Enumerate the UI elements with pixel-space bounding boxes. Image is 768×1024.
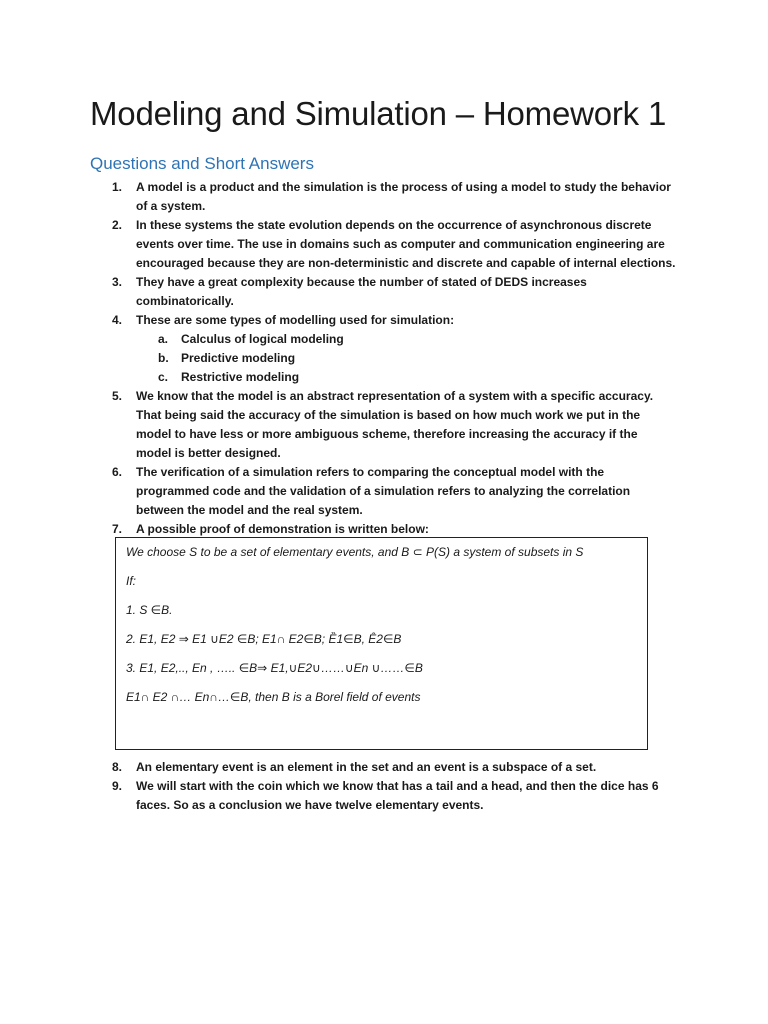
answer-text-emphasis: twelve elementary events (335, 798, 481, 812)
sub-item-text: Calculus of logical modeling (181, 332, 344, 346)
answer-text: They have a great complexity because the number of stated of DEDS increases combinatorically. (136, 275, 587, 308)
answer-number: 6. (112, 465, 123, 479)
answer-number: 8. (112, 760, 123, 774)
answer-item-5 (0, 387, 676, 463)
answer-number: 3. (112, 275, 123, 289)
modeling-type-item (136, 368, 676, 387)
sub-item-letter: c. (158, 370, 169, 384)
modeling-type-item (136, 349, 676, 368)
answer-number: 9. (112, 779, 123, 793)
proof-line: We choose S to be a set of elementary events, and B ⊂ P(S) a system of subsets in S (126, 545, 584, 559)
answer-text: A model is a product and the simulation is the process of using a model to study the behavior of a system. (136, 180, 671, 213)
answer-item-8 (0, 758, 676, 777)
answer-number: 5. (112, 389, 123, 403)
answer-text-part: . (480, 798, 484, 812)
proof-line: If: (126, 574, 137, 588)
modeling-types-list (136, 330, 676, 387)
proof-line: 2. E1, E2 ⇒ E1 ∪E2 ∈B; E1∩ E2∈B; Ȅ1∈B, Ȇ2∈B (126, 632, 402, 646)
proof-line: 3. E1, E2,.., En , ….. ∈B⇒ E1,∪E2∪……∪En ∪……∈B (126, 661, 423, 675)
sub-item-letter: a. (158, 332, 169, 346)
answer-item-2 (0, 216, 676, 273)
answer-item-9 (0, 777, 676, 815)
sub-item-text: Restrictive modeling (181, 370, 300, 384)
answer-item-3 (0, 273, 676, 311)
answer-text: These are some types of modelling used for simulation: (136, 313, 455, 327)
answer-text-part: We will start with the coin which we know that has a tail and a head, and then the dice has 6 faces. So as a conclusion we have (136, 779, 659, 812)
proof-line: 1. S ∈B. (126, 603, 173, 617)
proof-box (115, 537, 648, 750)
answer-text: We know that the model is an abstract representation of a system with a specific accuracy. That being said the accuracy of the simulation is based on how much work we put in the model to have less or more ambiguous scheme, therefore increasing the accuracy if the model is better designed. (136, 389, 654, 460)
answer-text: A possible proof of demonstration is written below: (136, 522, 429, 536)
document-title: Modeling and Simulation – Homework 1 (90, 95, 667, 132)
answer-number: 2. (112, 218, 123, 232)
answer-text: The verification of a simulation refers to comparing the conceptual model with the programmed code and the validation of a simulation refers to analyzing the correlation between the model and the real system. (136, 465, 631, 517)
sub-item-letter: b. (158, 351, 169, 365)
proof-line: E1∩ E2 ∩… En∩…∈B, then B is a Borel field of events (126, 690, 421, 704)
answer-text: An elementary event is an element in the set and an event is a subspace of a set. (136, 760, 597, 774)
section-heading: Questions and Short Answers (90, 154, 314, 173)
answer-number: 7. (112, 522, 123, 536)
answer-number: 1. (112, 180, 123, 194)
answer-text (136, 777, 676, 815)
answers-list-continued (0, 758, 676, 815)
modeling-type-item (136, 330, 676, 349)
sub-item-text: Predictive modeling (181, 351, 296, 365)
answers-list (0, 178, 676, 539)
answer-text: In these systems the state evolution depends on the occurrence of asynchronous discrete events over time. The use in domains such as computer and communication engineering are encouraged because they are non-deterministic and discrete and capable of internal elections. (136, 218, 676, 270)
answer-item-1 (0, 178, 676, 216)
answer-number: 4. (112, 313, 123, 327)
answer-item-4 (0, 311, 676, 387)
answer-item-6 (0, 463, 676, 520)
